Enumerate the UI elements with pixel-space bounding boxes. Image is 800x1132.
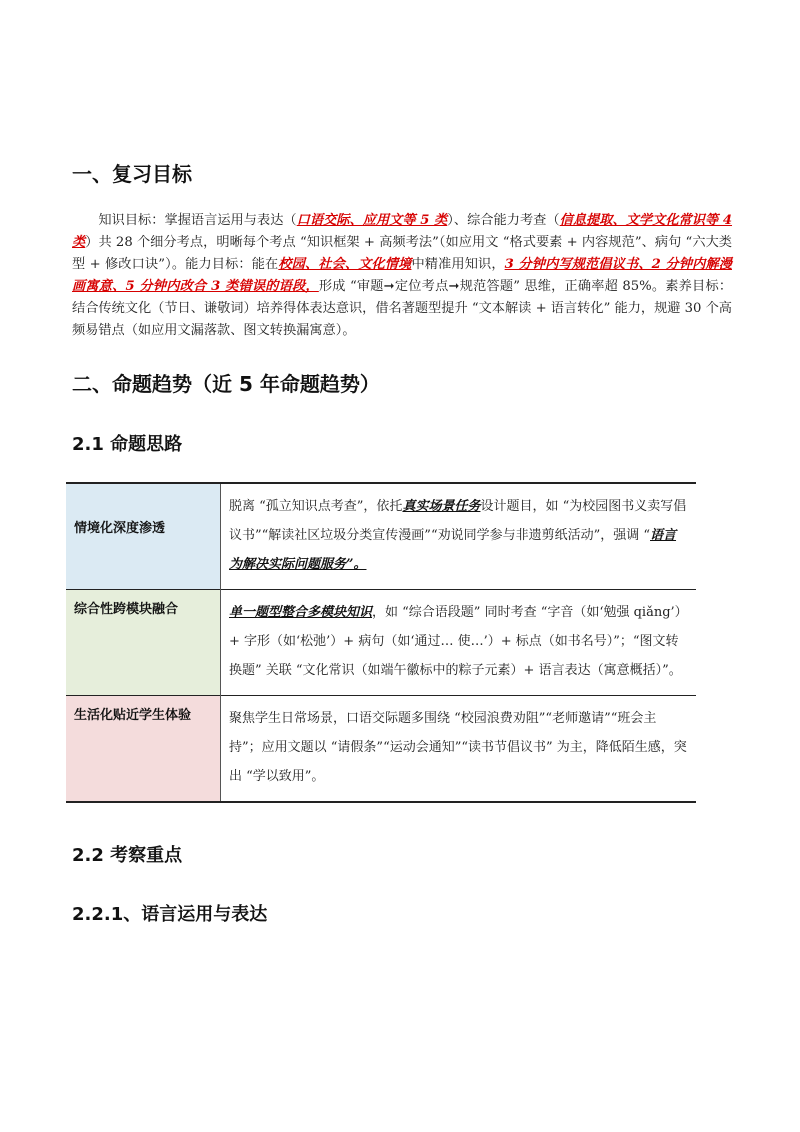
para-highlight: 口语交际、应用文等 5 类	[296, 213, 448, 228]
para-text: ）、综合能力考查（	[447, 213, 560, 228]
section-heading-trends: 二、命题趋势（近 5 年命题趋势）	[72, 372, 380, 396]
row-label: 生活化贴近学生体验	[66, 696, 221, 803]
table-row	[66, 483, 696, 590]
cell-text: ，如 “综合语段题” 同时考查 “字音（如‘勉强 qiǎng’）+ 字形（如‘松弛’）+ 病句（如‘通过… 使…’）+ 标点（如书名号）”；“图文转换题” 关联 “文化常识（如端午徽标中的粽子元素）+ 语言表达（寓意概括）”。	[229, 605, 688, 678]
trend-table	[66, 482, 696, 803]
para-text: ）共 28 个细分考点，明晰每个考点 “知识框架 + 高频考法”（如应用文 “格式要素 + 内容规范”、病句 “六大类型 + 修改口诀”）。能力目标：能在	[72, 235, 732, 272]
para-highlight: 信息提取、文学文化常识等 4 类	[72, 213, 733, 250]
subheading-approach: 2.1 命题思路	[72, 434, 183, 455]
subheading-language-use: 2.2.1、语言运用与表达	[72, 904, 268, 925]
para-text: 形成 “审题➞定位考点➞规范答题” 思维，正确率超 85%。素养目标：结合传统文化（节日、谦敬词）培养得体表达意识，借名著题型提升 “文本解读 + 语言转化” 能力，规避 30 个高频易错点（如应用文漏落款、图文转换漏寓意）。	[72, 279, 733, 338]
row-content	[221, 590, 697, 696]
row-content	[221, 483, 697, 590]
table-row	[66, 590, 696, 696]
para-text: 知识目标：掌握语言运用与表达（	[98, 213, 297, 228]
row-content	[221, 696, 697, 803]
cell-emphasis: 真实场景任务	[402, 499, 481, 514]
section-heading-review-goals: 一、复习目标	[72, 162, 192, 186]
cell-text: 聚焦学生日常场景，口语交际题多围绕 “校园浪费劝阻”“老师邀请”“班会主持”；应用文题以 “请假条”“运动会通知”“读书节倡议书” 为主，降低陌生感，突出 “学以致用”。	[229, 711, 687, 784]
cell-emphasis: 单一题型整合多模块知识	[229, 605, 373, 620]
subheading-focus: 2.2 考察重点	[72, 845, 183, 866]
row-label: 情境化深度渗透	[66, 483, 221, 590]
para-highlight: 3 分钟内写规范倡议书、2 分钟内解漫画寓意、5 分钟内改合 3 类错误的语段，	[72, 257, 732, 294]
cell-emphasis: 语言为解决实际问题服务”。	[229, 528, 677, 572]
para-highlight: 校园、社会、文化情境	[278, 257, 412, 272]
cell-text: 脱离 “孤立知识点考查”，依托	[229, 499, 403, 514]
para-text: 中精准用知识，	[411, 257, 505, 272]
review-goals-paragraph	[72, 210, 732, 342]
table-row	[66, 696, 696, 803]
cell-text: 设计题目，如 “为校园图书义卖写倡议书”“解读社区垃圾分类宣传漫画”“劝说同学参与非遗剪纸活动”，强调 “	[229, 499, 687, 543]
row-label: 综合性跨模块融合	[66, 590, 221, 696]
